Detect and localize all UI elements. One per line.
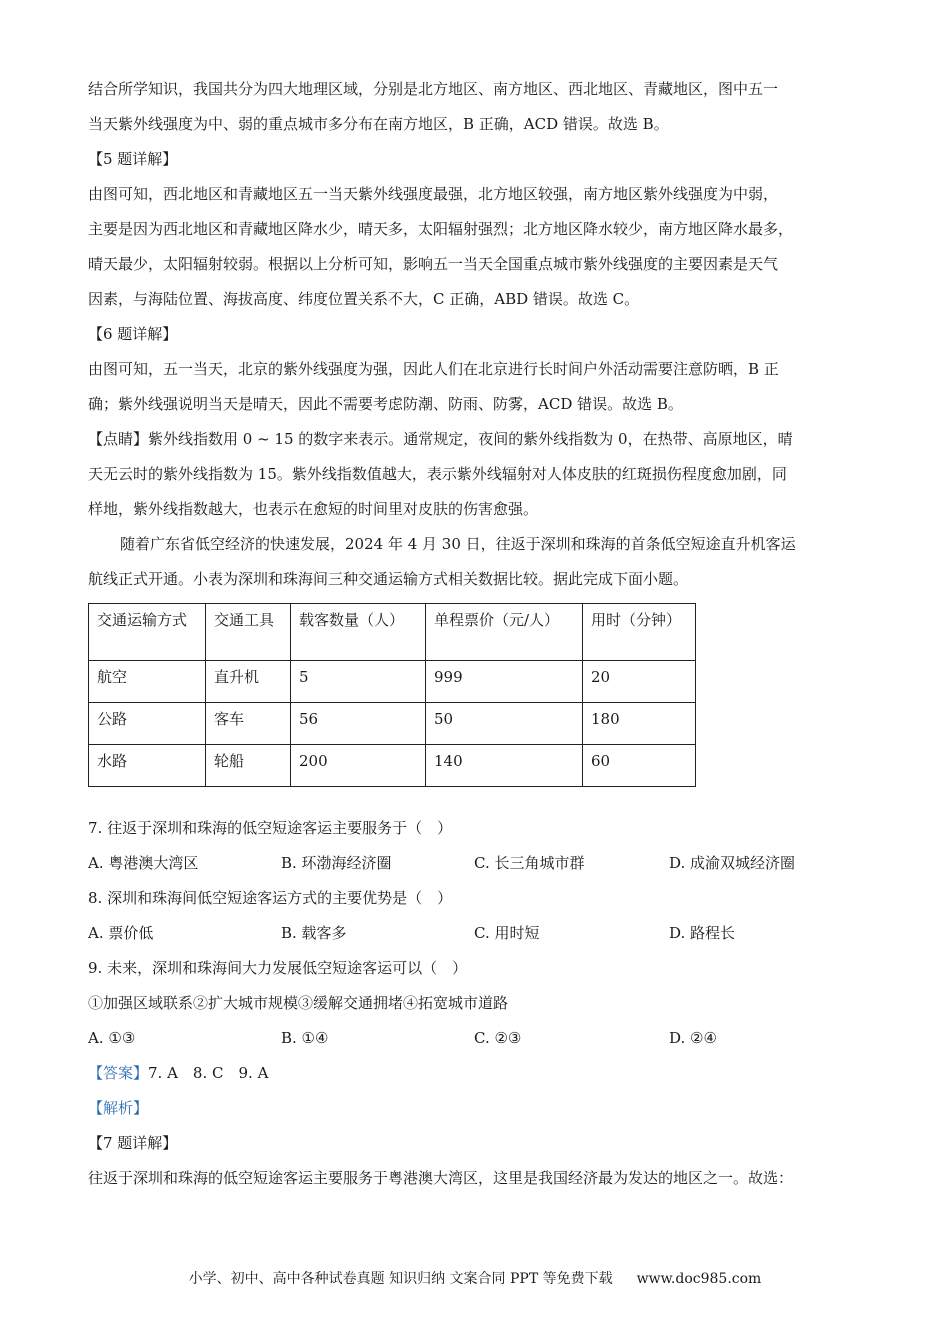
table-cell: 20 [583,661,696,703]
tip-line: 样地，紫外线指数越大，也表示在愈短的时间里对皮肤的伤害愈强。 [88,500,539,518]
answer-line [88,1056,878,1091]
table-cell: 999 [426,661,583,703]
paragraph-line: 由图可知，西北地区和青藏地区五一当天紫外线强度最强，北方地区较强，南方地区紫外线强度为中弱， [88,185,779,203]
option-d: D. ②④ [669,1029,717,1047]
answer-text: 7. A 8. C 9. A [148,1064,269,1082]
paragraph-line: 由图可知，五一当天，北京的紫外线强度为强，因此人们在北京进行长时间户外活动需要注意防晒，B 正 [88,360,779,378]
table-cell: 5 [291,661,426,703]
paragraph-line: 当天紫外线强度为中、弱的重点城市多分布在南方地区，B 正确，ACD 错误。故选 B。 [88,115,669,133]
footer-text: 小学、初中、高中各种试卷真题 知识归纳 文案合同 PPT 等免费下载 [188,1271,613,1287]
question-9-statement: ①加强区域联系②扩大城市规模③缓解交通拥堵④拓宽城市道路 [88,994,509,1012]
intro-line: 航线正式开通。小表为深圳和珠海间三种交通运输方式相关数据比较。据此完成下面小题。 [88,570,689,588]
question-7-options [88,846,878,881]
page-footer [0,1268,950,1288]
transport-table [88,603,696,787]
question-9-stem: 9. 未来，深圳和珠海间大力发展低空短途客运可以（ ） [88,959,468,977]
paragraph-line: 晴天最少，太阳辐射较弱。根据以上分析可知，影响五一当天全国重点城市紫外线强度的主要因素是天气 [88,255,779,273]
table-cell: 客车 [206,703,291,745]
table-cell: 50 [426,703,583,745]
table-row [89,661,696,703]
option-b: B. 载客多 [281,924,347,942]
question-8-options [88,916,878,951]
table-header-cell: 单程票价（元/人） [426,604,583,661]
document-page [88,72,878,1196]
table-cell: 140 [426,745,583,787]
option-d: D. 路程长 [669,924,736,942]
option-a: A. 票价低 [88,924,154,942]
table-header-cell: 交通工具 [206,604,291,661]
paragraph-line: 确；紫外线强说明当天是晴天，因此不需要考虑防潮、防雨、防雾，ACD 错误。故选 B。 [88,395,683,413]
table-cell: 水路 [89,745,206,787]
table-cell: 60 [583,745,696,787]
option-c: C. ②③ [474,1029,522,1047]
table-header-cell: 载客数量（人） [291,604,426,661]
paragraph-line: 主要是因为西北地区和青藏地区降水少，晴天多，太阳辐射强烈；北方地区降水较少，南方地区降水最多， [88,220,794,238]
table-cell: 56 [291,703,426,745]
paragraph-line: 结合所学知识，我国共分为四大地理区域，分别是北方地区、南方地区、西北地区、青藏地区，图中五一 [88,80,779,98]
table-cell: 轮船 [206,745,291,787]
option-b: B. ①④ [281,1029,329,1047]
answer-label: 【答案】 [88,1064,149,1082]
option-c: C. 长三角城市群 [474,854,585,872]
table-row [89,745,696,787]
option-b: B. 环渤海经济圈 [281,854,392,872]
option-d: D. 成渝双城经济圈 [669,854,796,872]
question-9-options [88,1021,878,1056]
analysis-line [88,1091,878,1126]
option-a: A. ①③ [88,1029,136,1047]
table-cell: 180 [583,703,696,745]
footer-link[interactable]: www.doc985.com [636,1271,762,1287]
table-header-row [89,604,696,661]
table-cell: 公路 [89,703,206,745]
question-7-stem: 7. 往返于深圳和珠海的低空短途客运主要服务于（ ） [88,819,453,837]
intro-line: 随着广东省低空经济的快速发展，2024 年 4 月 30 日，往返于深圳和珠海的首条低空短途直升机客运 [120,535,796,553]
table-row [89,703,696,745]
q6-heading: 【6 题详解】 [88,325,178,343]
analysis-label: 【解析】 [88,1099,149,1117]
tip-line: 天无云时的紫外线指数为 15。紫外线指数值越大，表示紫外线辐射对人体皮肤的红斑损伤程度愈加剧，同 [88,465,787,483]
q7-heading: 【7 题详解】 [88,1134,178,1152]
paragraph-line: 往返于深圳和珠海的低空短途客运主要服务于粤港澳大湾区，这里是我国经济最为发达的地区之一。故选： [88,1169,794,1187]
option-c: C. 用时短 [474,924,540,942]
table-header-cell: 交通运输方式 [89,604,206,661]
q5-heading: 【5 题详解】 [88,150,178,168]
paragraph-line: 因素，与海陆位置、海拔高度、纬度位置关系不大，C 正确，ABD 错误。故选 C。 [88,290,640,308]
table-cell: 直升机 [206,661,291,703]
table-header-cell: 用时（分钟） [583,604,696,661]
option-a: A. 粤港澳大湾区 [88,854,199,872]
table-cell: 航空 [89,661,206,703]
table-cell: 200 [291,745,426,787]
tip-line: 【点睛】紫外线指数用 0 ~ 15 的数字来表示。通常规定，夜间的紫外线指数为 0，在热带、高原地区，晴 [88,430,793,448]
question-8-stem: 8. 深圳和珠海间低空短途客运方式的主要优势是（ ） [88,889,453,907]
